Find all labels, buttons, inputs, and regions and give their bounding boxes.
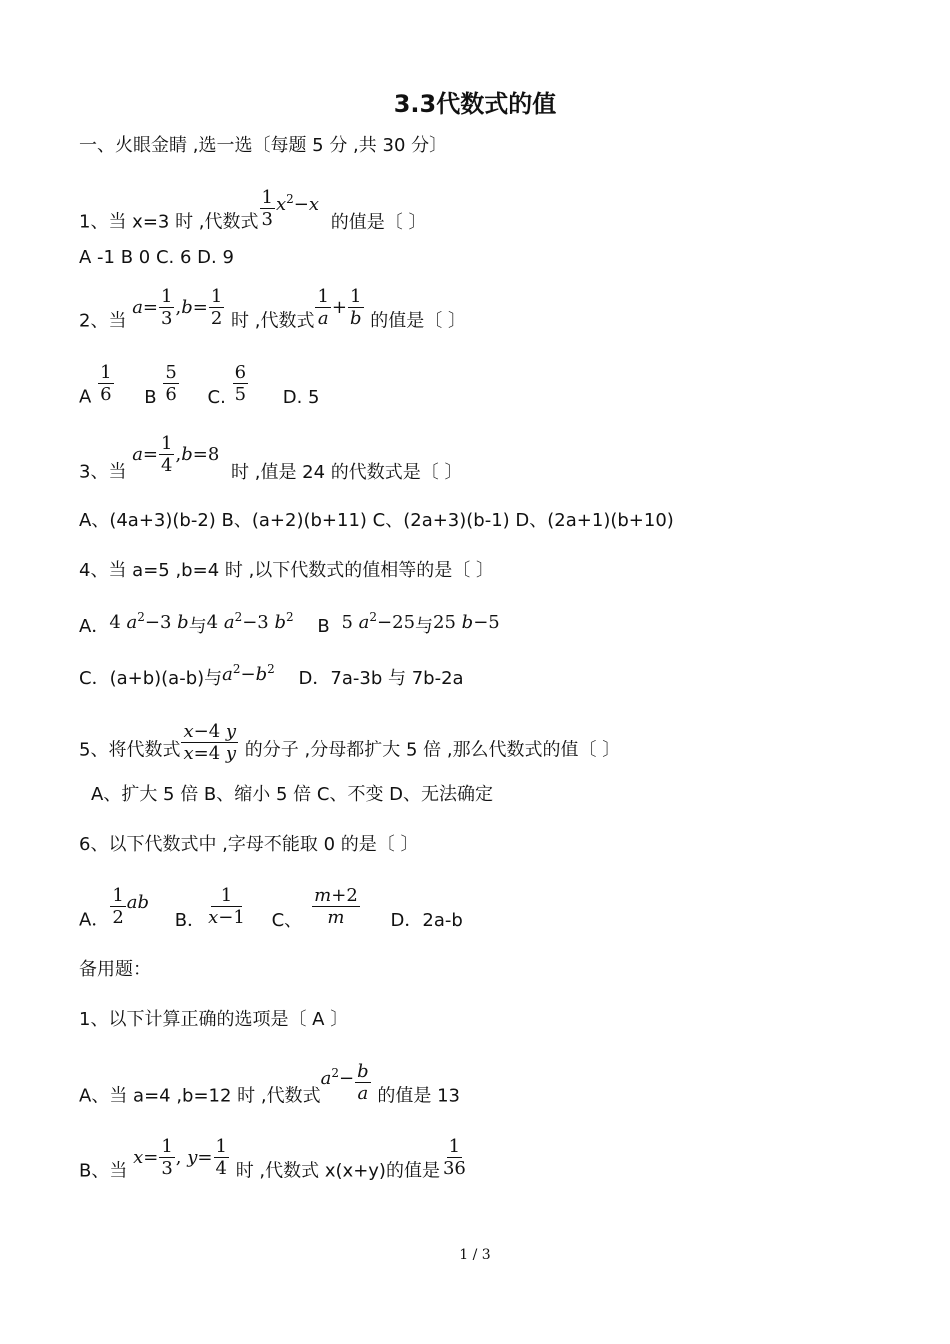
backup-a-prefix: A、当 a=4 ,b=12 时 ,代数式 — [79, 1085, 321, 1107]
q2-expression-1-over-b: $\frac{1}{b}$ — [350, 286, 362, 329]
q4-options-cd: C．(a+b)(a-b)与$a^2-b^2$ D．7a-3b 与 7b-2a — [79, 662, 464, 689]
q2-option-c-fraction: $\frac{6}{5}$ — [234, 362, 247, 405]
q2-option-b-fraction: $\frac{5}{6}$ — [165, 362, 177, 405]
q3-suffix: 时 ,值是 24 的代数式是〔 〕 — [231, 461, 463, 483]
backup-option-a: A、当 a=4 ,b=12 时 ,代数式$a^2-$ $\frac{b}{a}$ 的值是 13 — [79, 1061, 460, 1107]
backup-b-prefix: B、当 — [79, 1160, 128, 1182]
q5-prefix: 5、将代数式 — [79, 739, 181, 761]
q1-options: A -1 B 0 C. 6 D. 9 — [79, 247, 234, 268]
page-number: 1 / 3 — [459, 1247, 491, 1263]
q2-suffix: 的值是〔 〕 — [370, 310, 467, 332]
backup-b-mid: 时 ,代数式 x(x+y)的值是 — [235, 1160, 440, 1182]
question-6: 6、以下代数式中 ,字母不能取 0 的是〔 〕 — [79, 834, 419, 855]
backup-b-fraction: $\frac{1}{36}$ — [442, 1136, 466, 1179]
q2-option-a-fraction: $\frac{1}{6}$ — [100, 362, 112, 405]
q5-fraction: $\frac{x-4 y}{x=4 y}$ — [183, 721, 237, 764]
q2-condition: a= $\frac{1}{3}$ ,b= $\frac{1}{2}$ — [132, 286, 223, 329]
q2-option-c: C. — [207, 386, 226, 408]
q4-option-d: D．7a-3b 与 7b-2a — [298, 668, 464, 689]
page-title: 3.3代数式的值 — [393, 90, 557, 118]
q6-option-a-fraction: $\frac{1}{2}$ — [112, 885, 124, 928]
q2-options — [79, 362, 320, 419]
q6-option-a: A． — [79, 909, 110, 931]
section-heading: 一、火眼金睛 ,选一选〔每题 5 分 ,共 30 分〕 — [79, 135, 448, 156]
q6-options: A． $\frac{1}{2}$ ab B． $\frac{1}{x-1}$ C、 $\frac{m+2}{m}$ D．2a-b — [79, 885, 463, 931]
q3-condition: a= $\frac{1}{4}$ ,b=8 — [132, 433, 220, 476]
q6-option-c: C、 — [271, 909, 303, 931]
q2-mid: 时 ,代数式 — [231, 310, 315, 332]
question-2: 2、当 a= $\frac{1}{3}$ ,b= $\frac{1}{2}$ 时 ,代数式 $\frac{1}{a}$ + $\frac{1}{b}$ 的值是〔 〕 — [79, 286, 467, 332]
q6-option-b-fraction: $\frac{1}{x-1}$ — [208, 885, 245, 928]
backup-heading: 备用题： — [79, 959, 151, 980]
q5-suffix: 的分子 ,分母都扩大 5 倍 ,那么代数式的值〔 〕 — [244, 739, 621, 761]
q4-option-a-label: A． — [79, 616, 110, 637]
q4-option-b-label: B — [317, 616, 330, 637]
q3-options: A、(4a+3)(b-2) B、(a+2)(b+11) C、(2a+3)(b-1) D、(2a+1)(b+10) — [79, 510, 674, 531]
q1-fraction-one-third: $\frac{1}{3}$ — [261, 187, 273, 230]
q4-yu-2: 与 — [415, 616, 434, 637]
q1-suffix: 的值是〔 〕 — [330, 211, 427, 233]
q5-options: A、扩大 5 倍 B、缩小 5 倍 C、不变 D、无法确定 — [91, 784, 494, 805]
backup-option-b — [79, 1136, 469, 1193]
backup-a-suffix: 的值是 13 — [377, 1085, 460, 1107]
question-3 — [79, 433, 463, 494]
q4-option-c-label: C．(a+b)(a-b)与 — [79, 668, 223, 689]
question-5 — [79, 721, 621, 772]
backup-b-condition: x= $\frac{1}{3}$ , y= $\frac{1}{4}$ — [133, 1136, 227, 1179]
q2-expression-1-over-a: $\frac{1}{a}$ — [317, 286, 329, 329]
q6-option-d: D．2a-b — [390, 909, 463, 931]
q1-prefix: 1、当 x=3 时 ,代数式 — [79, 211, 259, 233]
q6-option-b: B． — [174, 909, 206, 931]
q4-options-ab: A．4 $a^2-3$ b与4 $a^2-3$ $b^2$ B 5 $a^2-25$与25 b−5 — [79, 610, 500, 637]
backup-a-fraction: $\frac{b}{a}$ — [357, 1061, 369, 1104]
q2-prefix: 2、当 — [79, 310, 127, 332]
q2-option-b: B — [144, 386, 157, 408]
question-1 — [79, 187, 427, 244]
q4-yu-1: 与 — [188, 616, 207, 637]
q3-prefix: 3、当 — [79, 461, 127, 483]
question-4: 4、当 a=5 ,b=4 时 ,以下代数式的值相等的是〔 〕 — [79, 560, 495, 581]
backup-question-1: 1、以下计算正确的选项是〔 A 〕 — [79, 1009, 349, 1030]
q2-option-a: A — [79, 386, 92, 408]
q2-option-d: D. 5 — [282, 386, 320, 408]
q6-option-c-fraction: $\frac{m+2}{m}$ — [314, 885, 358, 928]
q1-expression: $x^2-x$ — [275, 191, 320, 215]
